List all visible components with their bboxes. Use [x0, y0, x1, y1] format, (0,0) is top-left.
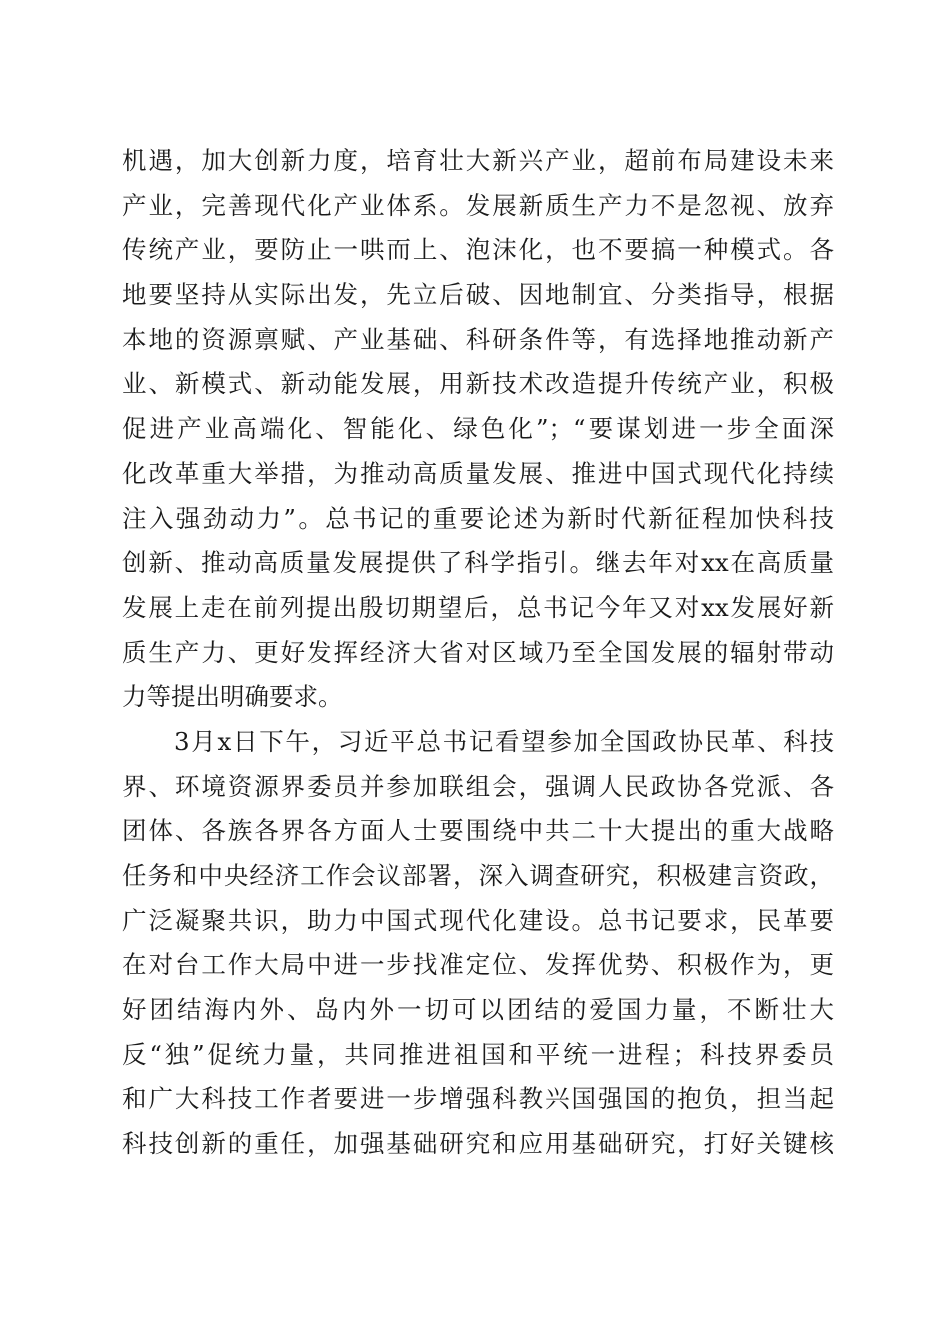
paragraph-line: 质生产力、更好发挥经济大省对区域乃至全国发展的辐射带动 — [122, 637, 834, 667]
paragraph-line: 产业，完善现代化产业体系。发展新质生产力不是忽视、放弃 — [122, 190, 834, 220]
paragraph-line: 广泛凝聚共识，助力中国式现代化建设。总书记要求，民革要 — [122, 905, 834, 935]
paragraph-line: 界、环境资源界委员并参加联组会，强调人民政协各党派、各 — [122, 771, 834, 801]
paragraph-2 — [122, 720, 834, 1167]
paragraph-line-first: 3月x日下午，习近平总书记看望参加全国政协民革、科技 — [174, 726, 834, 756]
paragraph-line: 和广大科技工作者要进一步增强科教兴国强国的抱负，担当起 — [122, 1084, 834, 1114]
document-body — [122, 139, 834, 1167]
paragraph-line: 好团结海内外、岛内外一切可以团结的爱国力量，不断壮大 — [122, 995, 834, 1025]
paragraph-line: 团体、各族各界各方面人士要围绕中共二十大提出的重大战略 — [122, 816, 834, 846]
paragraph-line: 本地的资源禀赋、产业基础、科研条件等，有选择地推动新产 — [122, 324, 834, 354]
paragraph-1 — [122, 139, 834, 720]
paragraph-line: 业、新模式、新动能发展，用新技术改造提升传统产业，积极 — [122, 369, 834, 399]
paragraph-line: 化改革重大举措，为推动高质量发展、推进中国式现代化持续 — [122, 458, 834, 488]
paragraph-line: 在对台工作大局中进一步找准定位、发挥优势、积极作为，更 — [122, 950, 834, 980]
paragraph-line: 机遇，加大创新力度，培育壮大新兴产业，超前布局建设未来 — [122, 146, 834, 175]
paragraph-line: 反“独”促统力量，共同推进祖国和平统一进程；科技界委员 — [122, 1039, 834, 1069]
paragraph-line: 传统产业，要防止一哄而上、泡沫化，也不要搞一种模式。各 — [122, 235, 834, 265]
paragraph-line: 注入强劲动力”。总书记的重要论述为新时代新征程加快科技 — [122, 503, 834, 533]
paragraph-line: 任务和中央经济工作会议部署，深入调查研究，积极建言资政， — [122, 861, 834, 890]
paragraph-line-last: 力等提出明确要求。 — [122, 682, 343, 712]
paragraph-line: 促进产业高端化、智能化、绿色化”；“要谋划进一步全面深 — [122, 414, 834, 444]
paragraph-line: 科技创新的重任，加强基础研究和应用基础研究，打好关键核 — [122, 1129, 834, 1159]
paragraph-line: 发展上走在前列提出殷切期望后，总书记今年又对xx发展好新 — [122, 592, 834, 622]
paragraph-line: 创新、推动高质量发展提供了科学指引。继去年对xx在高质量 — [122, 548, 834, 578]
paragraph-line: 地要坚持从实际出发，先立后破、因地制宜、分类指导，根据 — [122, 280, 834, 310]
